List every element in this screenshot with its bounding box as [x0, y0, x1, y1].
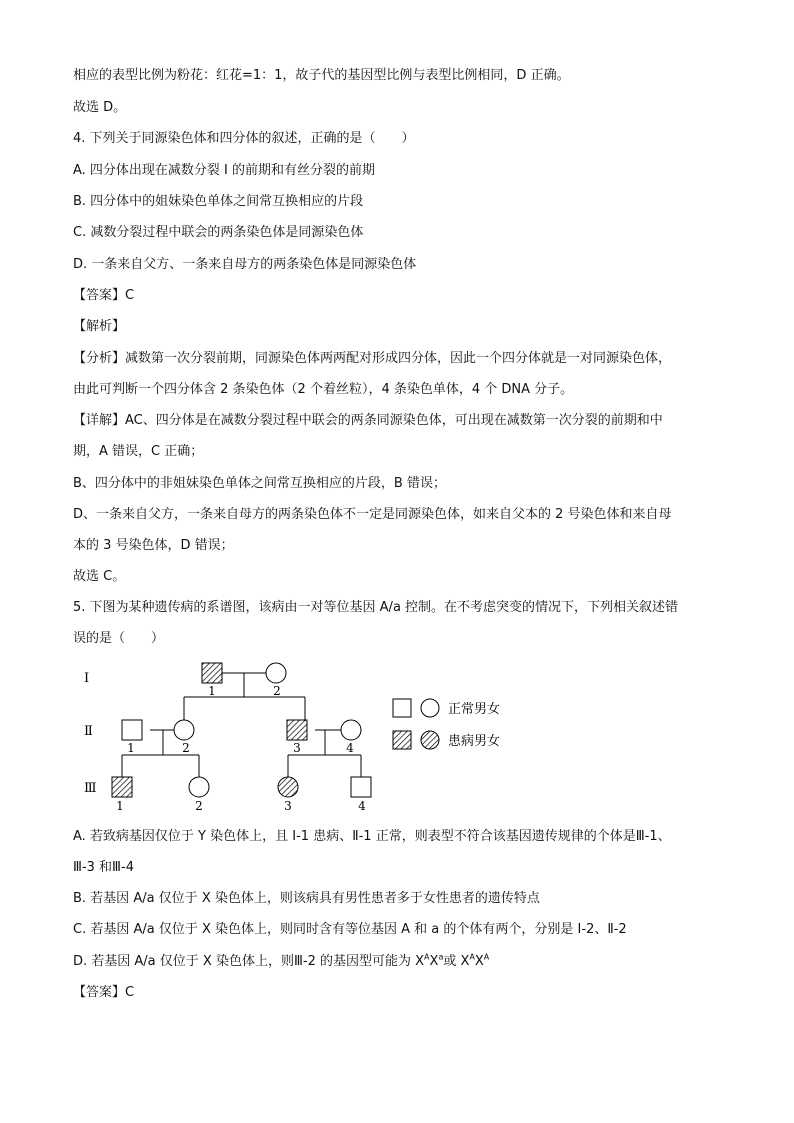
text-line: 【详解】AC、四分体是在减数分裂过程中联会的两条同源染色体，可出现在减数第一次分裂的前期和中 — [73, 413, 663, 428]
individual-number: 2 — [273, 684, 281, 698]
legend-affected-label: 患病男女 — [448, 734, 501, 749]
individual-number: 4 — [358, 799, 366, 813]
option-d: D. 一条来自父方、一条来自母方的两条染色体是同源染色体 — [73, 257, 417, 272]
question-5-stem: 误的是（ ） — [73, 631, 165, 646]
individual-number: 2 — [182, 741, 190, 755]
individual-number: 1 — [208, 684, 216, 698]
individual-number: 3 — [293, 741, 301, 755]
q5-option-a: A. 若致病基因仅位于 Y 染色体上，且 I-1 患病、Ⅱ-1 正常，则表型不符合该基因遗传规律的个体是Ⅲ-1、 — [73, 829, 671, 844]
q5-option-d: D. 若基因 A/a 仅位于 X 染色体上，则Ⅲ-2 的基因型可能为 $X^AX^a$或 $X^AX^A$ — [73, 952, 490, 969]
individual-number: 3 — [284, 799, 292, 813]
legend-normal-male — [393, 699, 411, 717]
text-line: 期，A 错误，C 正确； — [73, 444, 204, 459]
affected-male-II-3 — [287, 720, 307, 740]
affected-female-III-3 — [278, 777, 298, 797]
generation-label: I — [84, 671, 90, 686]
legend-affected-male — [393, 731, 411, 749]
individual-number: 1 — [127, 741, 135, 755]
normal-female-II-2 — [174, 720, 194, 740]
option-b: B. 四分体中的姐妹染色单体之间常互换相应的片段 — [73, 194, 364, 209]
normal-male-II-1 — [122, 720, 142, 740]
answer-label: 【答案】C — [73, 288, 135, 303]
text-line: 故选 D。 — [73, 100, 127, 115]
q5-option-c: C. 若基因 A/a 仅位于 X 染色体上，则同时含有等位基因 A 和 a 的个体有两个，分别是 I-2、Ⅱ-2 — [73, 922, 627, 937]
affected-male-I-1 — [202, 663, 222, 683]
normal-female-I-2 — [266, 663, 286, 683]
individual-number: 2 — [195, 799, 203, 813]
individual-number: 4 — [346, 741, 354, 755]
question-5-stem: 5. 下图为某种遗传病的系谱图，该病由一对等位基因 A/a 控制。在不考虑突变的情况下，下列相关叙述错 — [73, 600, 679, 615]
text-line: 【分析】减数第一次分裂前期，同源染色体两两配对形成四分体，因此一个四分体就是一对同源染色体， — [73, 351, 672, 366]
option-c: C. 减数分裂过程中联会的两条染色体是同源染色体 — [73, 225, 364, 240]
q5-answer: 【答案】C — [73, 985, 135, 1000]
legend-affected-female — [421, 731, 439, 749]
generation-label: Ⅲ — [84, 781, 97, 796]
text-line: 本的 3 号染色体，D 错误； — [73, 538, 234, 553]
option-a: A. 四分体出现在减数分裂 I 的前期和有丝分裂的前期 — [73, 163, 376, 178]
q5-option-b: B. 若基因 A/a 仅位于 X 染色体上，则该病具有男性患者多于女性患者的遗传特点 — [73, 891, 540, 906]
analysis-label: 【解析】 — [73, 319, 126, 334]
pedigree-chart — [70, 655, 550, 815]
q5-option-a: Ⅲ-3 和Ⅲ-4 — [73, 860, 134, 875]
text-line: 相应的表型比例为粉花：红花=1：1，故子代的基因型比例与表型比例相同，D 正确。 — [73, 68, 570, 83]
text-line: B、四分体中的非姐妹染色单体之间常互换相应的片段，B 错误； — [73, 476, 446, 491]
text-line: D、一条来自父方，一条来自母方的两条染色体不一定是同源染色体，如来自父本的 2 号染色体和来自母 — [73, 507, 672, 522]
normal-male-III-4 — [351, 777, 371, 797]
legend-normal-female — [421, 699, 439, 717]
normal-female-II-4 — [341, 720, 361, 740]
affected-male-III-1 — [112, 777, 132, 797]
text-line: 由此可判断一个四分体含 2 条染色体（2 个着丝粒），4 条染色单体，4 个 DNA 分子。 — [73, 382, 574, 397]
individual-number: 1 — [116, 799, 124, 813]
generation-label: Ⅱ — [84, 724, 93, 739]
normal-female-III-2 — [189, 777, 209, 797]
legend-normal-label: 正常男女 — [448, 702, 501, 717]
question-4-stem: 4. 下列关于同源染色体和四分体的叙述，正确的是（ ） — [73, 131, 415, 146]
text-line: 故选 C。 — [73, 569, 126, 584]
